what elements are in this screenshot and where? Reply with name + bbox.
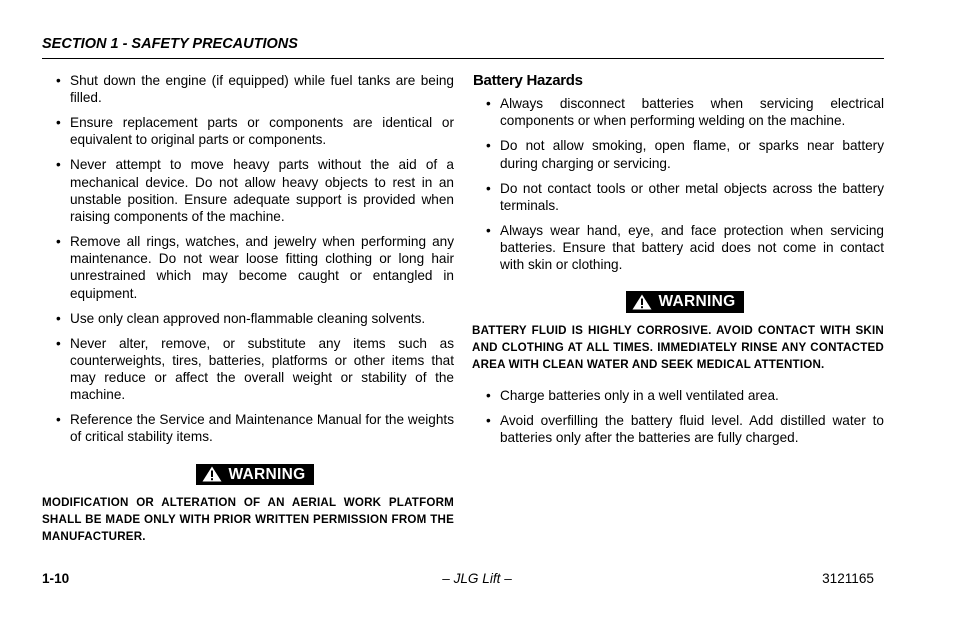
right-column: [472, 72, 884, 454]
right-warning-banner: [486, 291, 884, 314]
warning-badge: [196, 464, 313, 485]
header-rule: [42, 58, 884, 59]
list-item: • Use only clean approved non-flammable cleaning solvents.: [56, 310, 454, 327]
left-bullet-list: [56, 72, 454, 446]
right-bullet-list: [486, 95, 884, 273]
section-header: SECTION 1 - SAFETY PRECAUTIONS: [42, 36, 298, 52]
footer-title: – JLG Lift –: [442, 571, 512, 586]
list-item: • Always wear hand, eye, and face protection when servicing batteries. Ensure that battery acid does not come in contact with skin or clothing.: [486, 222, 884, 274]
list-item: • Charge batteries only in a well ventilated area.: [486, 387, 884, 404]
warning-label: WARNING: [228, 465, 306, 483]
list-item: • Avoid overfilling the battery fluid level. Add distilled water to batteries only after the batteries are fully charged.: [486, 412, 884, 446]
left-warning-text: MODIFICATION OR ALTERATION OF AN AERIAL WORK PLATFORM SHALL BE MADE ONLY WITH PRIOR WRITTEN PERMISSION FROM THE MANUFACTURER.: [42, 496, 454, 544]
page-number: 1-10: [42, 571, 70, 586]
warning-label: WARNING: [658, 293, 736, 311]
list-item: • Do not allow smoking, open flame, or sparks near battery during charging or servicing.: [486, 137, 884, 171]
right-bullet-list-after: [486, 387, 884, 446]
list-item: • Do not contact tools or other metal objects across the battery terminals.: [486, 180, 884, 214]
battery-hazards-heading: Battery Hazards: [473, 72, 583, 89]
list-item: • Ensure replacement parts or components are identical or equivalent to original parts or components.: [56, 114, 454, 148]
warning-triangle-icon: [202, 466, 222, 482]
list-item: • Reference the Service and Maintenance Manual for the weights of critical stability items.: [56, 411, 454, 445]
list-item: • Shut down the engine (if equipped) while fuel tanks are being filled.: [56, 72, 454, 106]
warning-badge: [626, 291, 743, 312]
left-column: [42, 72, 454, 545]
list-item: • Remove all rings, watches, and jewelry when performing any maintenance. Do not wear loose fitting clothing or long hair unrestrained which may become caught or entangled in equipment.: [56, 233, 454, 302]
list-item: • Always disconnect batteries when servicing electrical components or when performing welding on the machine.: [486, 95, 884, 129]
right-warning-text: BATTERY FLUID IS HIGHLY CORROSIVE. AVOID CONTACT WITH SKIN AND CLOTHING AT ALL TIMES. IMMEDIATELY RINSE ANY CONTACTED AREA WITH CLEAN WATER AND SEEK MEDICAL ATTENTION.: [472, 324, 884, 372]
list-item: • Never attempt to move heavy parts without the aid of a mechanical device. Do not allow heavy objects to rest in an unstable position. Ensure adequate support is provided when raising components of the machine.: [56, 156, 454, 225]
list-item: • Never alter, remove, or substitute any items such as counterweights, tires, batteries, platforms or other items that may reduce or affect the overall weight or stability of the machine.: [56, 335, 454, 404]
document-number: 3121165: [822, 571, 874, 586]
left-warning-banner: [56, 464, 454, 487]
warning-triangle-icon: [632, 294, 652, 310]
